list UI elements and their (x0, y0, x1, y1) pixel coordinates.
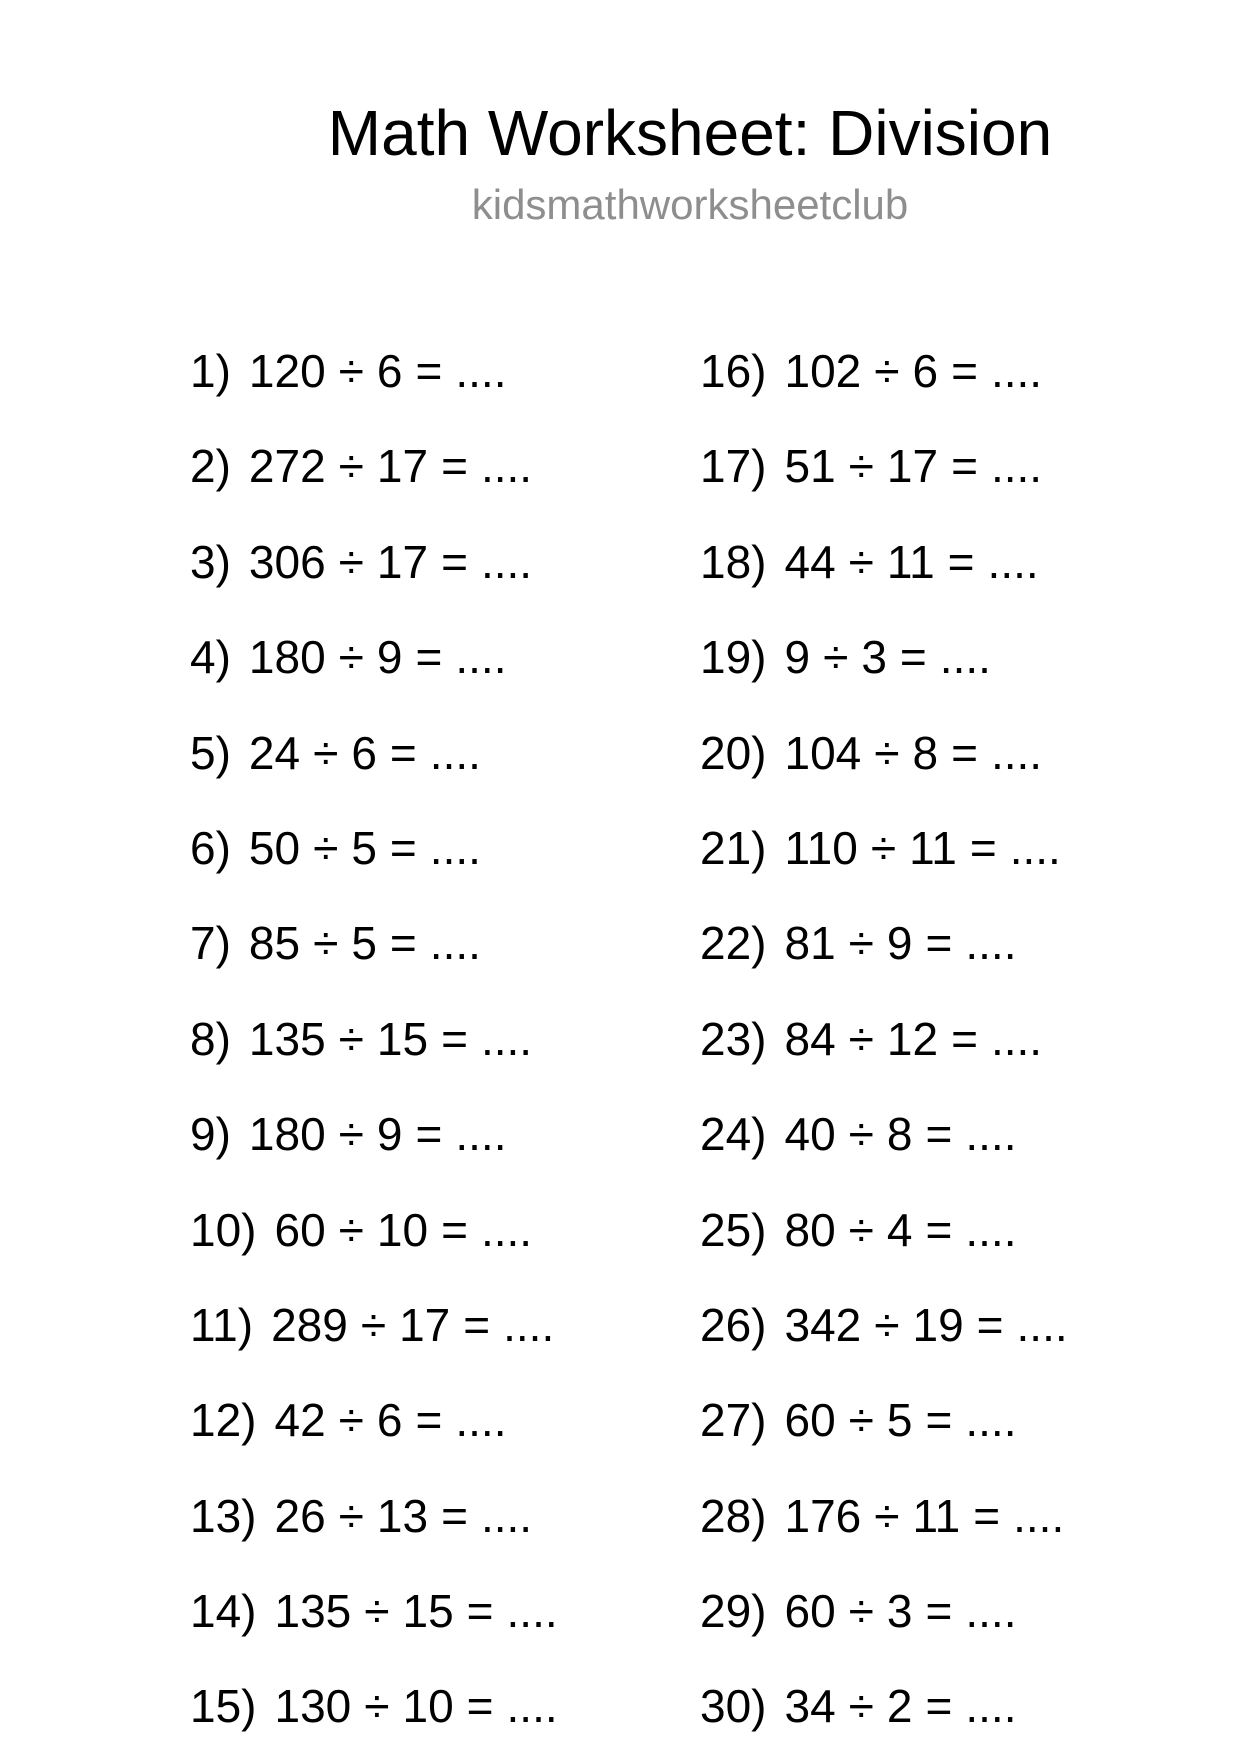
problem-divisor: 12 (886, 1012, 939, 1065)
answer-blank: .... (429, 821, 481, 874)
problem-number: 16) (700, 345, 767, 397)
equals-sign: = (415, 1394, 443, 1447)
problem-number: 3) (190, 535, 231, 588)
problem-divisor: 8 (912, 726, 939, 779)
problem-dividend: 24 (248, 726, 301, 779)
problem-dividend: 42 (274, 1394, 326, 1447)
problem-divisor: 10 (402, 1680, 454, 1733)
divide-sign: ÷ (313, 726, 339, 779)
worksheet-brand: kidsmathworksheetclub (471, 181, 909, 228)
problem-number: 21) (700, 821, 767, 874)
problem-number: 1) (190, 345, 231, 397)
problem-number: 18) (700, 535, 767, 588)
divide-sign: ÷ (874, 1489, 900, 1542)
answer-blank: .... (480, 1203, 533, 1256)
problem-divisor: 5 (351, 821, 377, 874)
problem-row (190, 1469, 700, 1564)
equals-sign: = (415, 1108, 443, 1161)
problem-divisor: 15 (402, 1585, 454, 1638)
equals-sign: = (441, 1203, 468, 1256)
divide-sign: ÷ (338, 535, 364, 588)
problem-row (700, 1564, 1240, 1659)
divide-sign: ÷ (870, 821, 897, 874)
problem-divisor: 6 (351, 726, 377, 779)
problem-number: 14) (190, 1585, 257, 1638)
problem-divisor: 3 (886, 1585, 913, 1638)
divide-sign: ÷ (338, 345, 364, 397)
problem-dividend: 176 (784, 1489, 862, 1542)
answer-blank: .... (990, 1012, 1043, 1065)
divide-sign: ÷ (364, 1680, 390, 1733)
problem-row (700, 610, 1240, 705)
problem-divisor: 2 (886, 1680, 913, 1733)
equals-sign: = (969, 821, 997, 874)
equals-sign: = (389, 917, 417, 970)
problem-divisor: 17 (376, 535, 429, 588)
divide-sign: ÷ (848, 917, 874, 970)
problem-row (700, 1278, 1240, 1373)
equals-sign: = (951, 440, 978, 493)
answer-blank: .... (1013, 1489, 1065, 1542)
answer-blank: .... (965, 1394, 1017, 1447)
divide-sign: ÷ (313, 917, 339, 970)
problem-divisor: 5 (886, 1394, 913, 1447)
problem-dividend: 180 (248, 631, 326, 684)
problem-row (190, 324, 700, 419)
answer-blank: .... (480, 535, 533, 588)
problem-divisor: 11 (886, 535, 935, 588)
problem-number: 27) (700, 1394, 767, 1447)
answer-blank: .... (965, 1108, 1017, 1161)
problem-number: 29) (700, 1585, 767, 1638)
answer-blank: .... (965, 1680, 1017, 1733)
answer-blank: .... (987, 535, 1039, 588)
problem-dividend: 110 (784, 821, 858, 874)
answer-blank: .... (455, 345, 507, 397)
problem-divisor: 15 (376, 1012, 429, 1065)
divide-sign: ÷ (874, 726, 900, 779)
problem-number: 25) (700, 1203, 767, 1256)
divide-sign: ÷ (848, 535, 874, 588)
problem-number: 17) (700, 440, 767, 493)
problem-number: 5) (190, 726, 231, 779)
problem-dividend: 135 (274, 1585, 352, 1638)
answer-blank: .... (990, 440, 1043, 493)
problem-dividend: 84 (784, 1012, 836, 1065)
answer-blank: .... (429, 726, 481, 779)
equals-sign: = (389, 821, 417, 874)
problem-dividend: 102 (784, 345, 862, 397)
problem-number: 15) (190, 1680, 257, 1733)
problem-dividend: 50 (248, 821, 301, 874)
problem-dividend: 60 (784, 1585, 836, 1638)
problem-dividend: 80 (784, 1203, 836, 1256)
problem-number: 8) (190, 1012, 231, 1065)
equals-sign: = (925, 1585, 953, 1638)
divide-sign: ÷ (823, 631, 849, 684)
problem-divisor: 10 (376, 1203, 429, 1256)
divide-sign: ÷ (848, 1108, 874, 1161)
problem-divisor: 8 (886, 1108, 913, 1161)
divide-sign: ÷ (848, 1012, 874, 1065)
problem-dividend: 120 (248, 345, 326, 397)
problem-number: 30) (700, 1680, 767, 1733)
equals-sign: = (925, 1394, 953, 1447)
problem-number: 28) (700, 1489, 767, 1542)
problem-divisor: 9 (886, 917, 913, 970)
problem-dividend: 51 (784, 440, 836, 493)
problems-grid (190, 324, 1240, 1754)
equals-sign: = (899, 631, 927, 684)
problem-dividend: 26 (274, 1489, 326, 1542)
problem-number: 24) (700, 1108, 767, 1161)
problem-divisor: 17 (376, 440, 429, 493)
answer-blank: .... (1009, 821, 1061, 874)
answer-blank: .... (455, 1394, 507, 1447)
divide-sign: ÷ (848, 1585, 874, 1638)
equals-sign: = (976, 1298, 1004, 1351)
problem-number: 19) (700, 631, 767, 684)
answer-blank: .... (506, 1585, 558, 1638)
problem-divisor: 3 (861, 631, 887, 684)
answer-blank: .... (965, 1585, 1017, 1638)
answer-blank: .... (990, 726, 1043, 779)
worksheet-title: Math Worksheet: Division (327, 97, 1053, 169)
problem-divisor: 11 (912, 1489, 961, 1542)
problem-dividend: 180 (248, 1108, 326, 1161)
problem-row (190, 1278, 700, 1373)
problem-row (190, 1564, 700, 1659)
problem-row (700, 801, 1240, 896)
problem-number: 22) (700, 917, 767, 970)
divide-sign: ÷ (874, 345, 900, 397)
problem-number: 13) (190, 1489, 257, 1542)
problem-divisor: 13 (376, 1489, 429, 1542)
problem-dividend: 81 (784, 917, 836, 970)
problem-divisor: 6 (912, 345, 939, 397)
equals-sign: = (925, 1108, 953, 1161)
equals-sign: = (441, 535, 468, 588)
divide-sign: ÷ (364, 1585, 390, 1638)
problem-number: 23) (700, 1012, 767, 1065)
problem-row (700, 1469, 1240, 1564)
problem-row (190, 896, 700, 991)
problem-dividend: 135 (248, 1012, 326, 1065)
problem-row (190, 419, 700, 514)
problem-number: 26) (700, 1298, 767, 1351)
problem-dividend: 9 (784, 631, 811, 684)
equals-sign: = (463, 1298, 491, 1351)
problem-row (700, 706, 1240, 801)
divide-sign: ÷ (360, 1298, 387, 1351)
problem-divisor: 11 (909, 821, 957, 874)
problem-divisor: 4 (886, 1203, 913, 1256)
problem-row (700, 1087, 1240, 1182)
answer-blank: .... (939, 631, 991, 684)
divide-sign: ÷ (338, 631, 364, 684)
problem-row (700, 1659, 1240, 1754)
equals-sign: = (951, 345, 978, 397)
problem-row (190, 801, 700, 896)
answer-blank: .... (480, 1012, 533, 1065)
problem-row (700, 1183, 1240, 1278)
problem-dividend: 289 (271, 1298, 348, 1351)
equals-sign: = (441, 440, 468, 493)
problem-divisor: 19 (912, 1298, 964, 1351)
problem-divisor: 5 (351, 917, 377, 970)
problem-divisor: 6 (376, 1394, 403, 1447)
problem-row (190, 1659, 700, 1754)
answer-blank: .... (480, 440, 533, 493)
divide-sign: ÷ (338, 440, 364, 493)
problem-row (700, 896, 1240, 991)
problem-dividend: 104 (784, 726, 862, 779)
divide-sign: ÷ (848, 1203, 874, 1256)
answer-blank: .... (503, 1298, 555, 1351)
divide-sign: ÷ (338, 1108, 364, 1161)
problem-dividend: 85 (248, 917, 301, 970)
equals-sign: = (951, 726, 978, 779)
problem-row (190, 515, 700, 610)
divide-sign: ÷ (848, 1680, 874, 1733)
problem-number: 10) (190, 1203, 257, 1256)
problem-row (190, 992, 700, 1087)
equals-sign: = (925, 917, 953, 970)
equals-sign: = (925, 1680, 953, 1733)
problem-divisor: 9 (376, 1108, 403, 1161)
answer-blank: .... (990, 345, 1043, 397)
problem-dividend: 44 (784, 535, 836, 588)
equals-sign: = (466, 1585, 494, 1638)
divide-sign: ÷ (313, 821, 339, 874)
problem-row (700, 324, 1240, 419)
answer-blank: .... (506, 1680, 558, 1733)
divide-sign: ÷ (848, 1394, 874, 1447)
answer-blank: .... (1016, 1298, 1068, 1351)
answer-blank: .... (455, 631, 507, 684)
problem-row (190, 1087, 700, 1182)
equals-sign: = (441, 1012, 468, 1065)
answer-blank: .... (429, 917, 481, 970)
answer-blank: .... (455, 1108, 507, 1161)
equals-sign: = (415, 631, 443, 684)
equals-sign: = (973, 1489, 1001, 1542)
problem-row (700, 515, 1240, 610)
divide-sign: ÷ (338, 1203, 364, 1256)
problem-number: 4) (190, 631, 231, 684)
equals-sign: = (951, 1012, 978, 1065)
problem-dividend: 306 (248, 535, 326, 588)
problem-row (190, 610, 700, 705)
equals-sign: = (925, 1203, 953, 1256)
equals-sign: = (441, 1489, 468, 1542)
problem-dividend: 130 (274, 1680, 352, 1733)
problem-dividend: 342 (784, 1298, 862, 1351)
problem-row (190, 1183, 700, 1278)
equals-sign: = (466, 1680, 494, 1733)
problem-divisor: 9 (376, 631, 403, 684)
problem-dividend: 34 (784, 1680, 836, 1733)
problem-dividend: 272 (248, 440, 326, 493)
problem-row (700, 1373, 1240, 1468)
problem-dividend: 60 (784, 1394, 836, 1447)
answer-blank: .... (480, 1489, 533, 1542)
problem-divisor: 6 (376, 345, 403, 397)
problem-divisor: 17 (886, 440, 939, 493)
problem-row (190, 1373, 700, 1468)
problem-number: 11) (190, 1298, 254, 1351)
divide-sign: ÷ (338, 1012, 364, 1065)
problem-number: 2) (190, 440, 231, 493)
equals-sign: = (389, 726, 417, 779)
problem-dividend: 40 (784, 1108, 836, 1161)
problem-number: 9) (190, 1108, 231, 1161)
problem-dividend: 60 (274, 1203, 326, 1256)
equals-sign: = (947, 535, 975, 588)
problem-row (190, 706, 700, 801)
divide-sign: ÷ (848, 440, 874, 493)
problem-row (700, 992, 1240, 1087)
problem-number: 12) (190, 1394, 257, 1447)
problem-number: 20) (700, 726, 767, 779)
equals-sign: = (415, 345, 443, 397)
answer-blank: .... (965, 1203, 1017, 1256)
problem-number: 6) (190, 821, 231, 874)
divide-sign: ÷ (338, 1394, 364, 1447)
problem-number: 7) (190, 917, 231, 970)
divide-sign: ÷ (338, 1489, 364, 1542)
problem-divisor: 17 (399, 1298, 451, 1351)
answer-blank: .... (965, 917, 1017, 970)
problem-row (700, 419, 1240, 514)
divide-sign: ÷ (874, 1298, 900, 1351)
